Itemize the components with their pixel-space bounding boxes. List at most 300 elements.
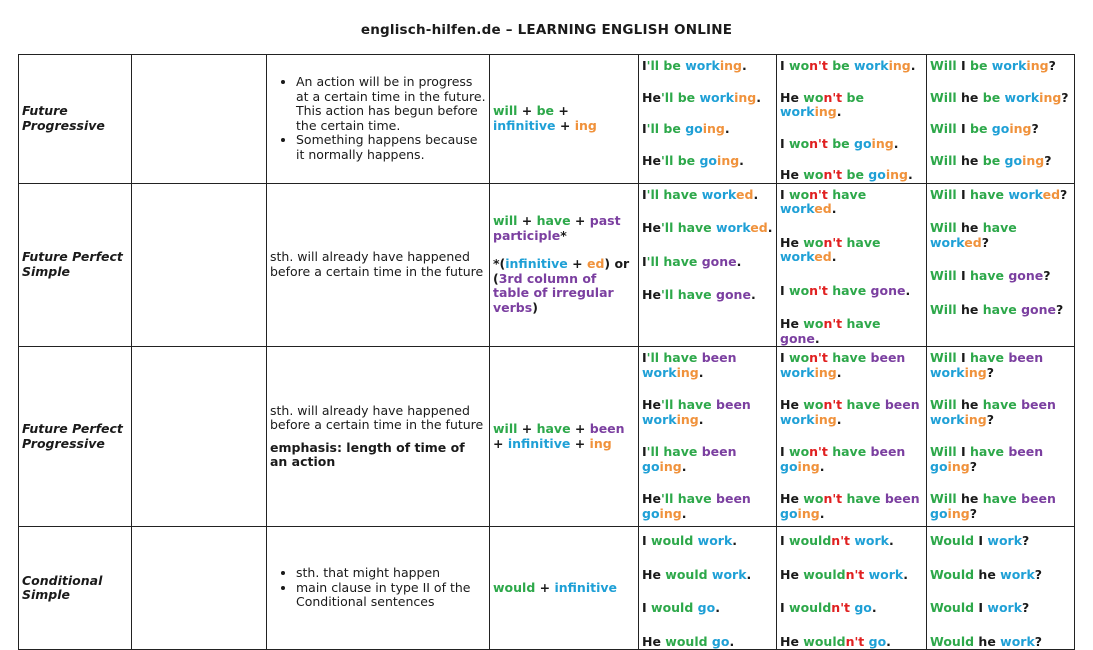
text-segment: I xyxy=(956,350,971,365)
text-segment: go xyxy=(991,121,1010,136)
text-segment: Will xyxy=(930,152,957,168)
text-segment: . xyxy=(756,89,761,105)
negative-examples xyxy=(777,527,927,650)
text-segment: n't xyxy=(823,316,843,331)
text-segment: been xyxy=(589,421,625,436)
text-segment: work xyxy=(716,220,751,235)
text-segment: I xyxy=(956,268,971,283)
text-segment: Will xyxy=(930,444,957,459)
text-segment: infinitive xyxy=(493,117,556,133)
text-segment: gone xyxy=(716,287,751,302)
text-segment: have xyxy=(982,301,1022,317)
text-segment: ? xyxy=(1022,533,1030,548)
text-segment: be xyxy=(842,89,864,105)
tense-table xyxy=(18,54,1075,650)
text-segment: 'll have xyxy=(660,287,717,302)
text-segment: He xyxy=(642,152,661,168)
text-segment: go xyxy=(642,505,660,521)
text-segment: have xyxy=(842,316,881,331)
text-segment: I xyxy=(956,444,971,459)
text-segment: been xyxy=(884,397,920,412)
text-segment: ing xyxy=(734,89,757,105)
text-segment: work xyxy=(1008,186,1043,202)
text-segment: . xyxy=(814,330,820,346)
text-segment: 'll be xyxy=(660,89,700,105)
text-segment: ing xyxy=(574,117,597,133)
text-segment: he xyxy=(956,89,983,105)
text-segment: he xyxy=(956,397,983,412)
example-sentence xyxy=(642,445,773,474)
text-segment: be xyxy=(982,152,1005,168)
text-segment: . xyxy=(767,220,773,235)
text-segment: ing xyxy=(1009,121,1032,136)
text-segment: wo xyxy=(789,282,810,298)
example-sentence xyxy=(780,534,923,549)
text-segment: n't xyxy=(823,167,843,182)
text-segment: I xyxy=(780,58,790,73)
usage-cell xyxy=(267,55,490,184)
text-segment: ? xyxy=(1055,301,1064,317)
text-segment: would xyxy=(665,633,712,649)
text-segment: ed xyxy=(586,256,605,272)
text-segment: I xyxy=(642,444,647,459)
text-segment: . xyxy=(753,186,759,202)
text-segment: wo xyxy=(803,234,824,250)
text-segment: been xyxy=(716,491,751,506)
text-segment: . xyxy=(732,533,738,548)
text-segment: he xyxy=(974,633,1001,649)
text-segment: work xyxy=(642,411,677,427)
text-segment: + xyxy=(567,256,587,272)
usage-item: • An action will be in progress at a certain time in the future. This action has begun before the certain time. xyxy=(296,75,486,133)
table-row xyxy=(19,347,1075,527)
text-segment: . xyxy=(736,253,742,269)
form-rule xyxy=(493,422,635,451)
example-sentence xyxy=(642,635,773,650)
text-segment: ing xyxy=(719,58,742,73)
text-segment: I xyxy=(780,533,790,548)
text-segment: . xyxy=(681,505,687,521)
example-sentence xyxy=(780,445,923,474)
text-segment: wo xyxy=(803,491,824,506)
text-segment: ed xyxy=(736,186,754,202)
text-segment: + xyxy=(570,435,590,451)
table-row xyxy=(19,527,1075,650)
question-examples xyxy=(927,55,1075,184)
negative-examples xyxy=(777,183,927,347)
text-segment: 'll have xyxy=(646,350,702,365)
text-segment: been xyxy=(1008,350,1044,365)
text-segment: + xyxy=(517,103,537,119)
text-segment: 3rd column of table of irregular verbs xyxy=(493,270,614,315)
text-segment: 'll be xyxy=(660,152,700,168)
text-segment: . xyxy=(741,58,747,73)
text-segment: work xyxy=(987,600,1023,615)
form-cell xyxy=(490,183,639,347)
text-segment: ing xyxy=(659,458,682,474)
text-segment: n't xyxy=(831,533,850,548)
text-segment: work xyxy=(854,58,889,73)
text-segment: wo xyxy=(789,186,810,202)
usage-text: sth. will already have happened before a certain time in the future xyxy=(270,402,484,432)
text-segment: ? xyxy=(1061,89,1069,105)
usage-cell xyxy=(267,183,490,347)
text-segment: n't xyxy=(845,566,865,582)
example-sentence xyxy=(780,601,923,616)
text-segment: go xyxy=(780,458,798,474)
text-segment: He xyxy=(780,397,804,412)
text-segment: n't xyxy=(809,444,828,459)
example-sentence xyxy=(930,601,1071,616)
blank-cell xyxy=(132,527,267,650)
text-segment: . xyxy=(903,566,908,582)
tense-name: Future Perfect Simple xyxy=(19,183,132,347)
text-segment: Will xyxy=(930,121,957,136)
text-segment: been xyxy=(701,444,737,459)
text-segment: go xyxy=(697,600,716,615)
text-segment: . xyxy=(750,287,756,302)
text-segment: he xyxy=(956,220,983,235)
form-cell xyxy=(490,527,639,650)
text-segment: work xyxy=(780,411,815,427)
text-segment: . xyxy=(905,282,911,298)
text-segment: have xyxy=(970,268,1009,283)
text-segment: ing xyxy=(947,505,970,521)
text-segment: have xyxy=(982,397,1022,412)
text-segment: I xyxy=(780,350,790,365)
text-segment: have xyxy=(842,491,885,506)
example-sentence xyxy=(780,188,923,217)
text-segment: He xyxy=(642,491,661,506)
text-segment: would xyxy=(651,533,698,548)
text-segment: He xyxy=(642,633,666,649)
example-sentence xyxy=(780,284,923,299)
example-sentence xyxy=(780,568,923,583)
text-segment: work xyxy=(930,364,965,380)
text-segment: I xyxy=(642,121,647,136)
form-rule xyxy=(493,257,635,315)
text-segment: infinitive xyxy=(554,579,617,595)
text-segment: work xyxy=(701,186,736,202)
text-segment: n't xyxy=(823,491,843,506)
example-sentence xyxy=(642,91,773,106)
example-sentence xyxy=(930,492,1071,521)
text-segment: 'll have xyxy=(646,186,702,202)
text-segment: + xyxy=(517,421,537,436)
text-segment: go xyxy=(780,505,798,521)
usage-cell xyxy=(267,527,490,650)
text-segment: ? xyxy=(1022,600,1030,615)
text-segment: 'll have xyxy=(646,444,702,459)
text-segment: . xyxy=(746,566,752,582)
example-sentence xyxy=(642,351,773,380)
text-segment: gone xyxy=(870,282,906,298)
text-segment: have xyxy=(827,186,867,202)
example-sentence xyxy=(642,221,773,236)
text-segment: work xyxy=(864,566,904,582)
text-segment: he xyxy=(956,491,983,506)
text-segment: work xyxy=(697,533,733,548)
text-segment: n't xyxy=(809,135,828,151)
text-segment: He xyxy=(642,566,666,582)
text-segment: wo xyxy=(789,350,810,365)
text-segment: gone xyxy=(780,330,815,346)
text-segment: ed xyxy=(750,220,768,235)
text-segment: have xyxy=(827,444,871,459)
text-segment: He xyxy=(780,89,804,105)
example-sentence xyxy=(642,188,773,203)
text-segment: 'll have xyxy=(646,253,702,269)
text-segment: . xyxy=(836,104,842,119)
text-segment: work xyxy=(711,566,747,582)
text-segment: work xyxy=(780,364,815,380)
example-sentence xyxy=(642,398,773,427)
text-segment: 'll have xyxy=(660,491,717,506)
example-sentence xyxy=(930,221,1071,250)
text-segment: ? xyxy=(1034,566,1043,582)
text-segment: have xyxy=(536,421,571,436)
example-sentence xyxy=(930,59,1071,74)
text-segment: ? xyxy=(981,234,989,250)
text-segment: I xyxy=(956,186,971,202)
text-segment: I xyxy=(956,121,971,136)
text-segment: . xyxy=(893,135,899,151)
text-segment: would xyxy=(789,533,832,548)
text-segment: he xyxy=(956,152,983,168)
text-segment: . xyxy=(871,600,877,615)
text-segment: . xyxy=(819,458,825,474)
text-segment: be xyxy=(970,121,992,136)
text-segment: n't xyxy=(823,234,843,250)
text-segment: wo xyxy=(789,444,810,459)
text-segment: ing xyxy=(947,458,970,474)
blank-cell xyxy=(132,183,267,347)
form-rule xyxy=(493,104,635,133)
negative-examples xyxy=(777,55,927,184)
text-segment: work xyxy=(699,89,735,105)
text-segment: ing xyxy=(814,364,837,380)
text-segment: n't xyxy=(845,633,865,649)
text-segment: be xyxy=(970,58,992,73)
example-sentence xyxy=(780,168,923,183)
text-segment: work xyxy=(1000,566,1035,582)
usage-cell xyxy=(267,347,490,527)
text-segment: ) or ( xyxy=(493,256,630,286)
text-segment: ing xyxy=(797,458,820,474)
text-segment: . xyxy=(910,58,916,73)
text-segment: + xyxy=(493,435,508,451)
text-segment: have xyxy=(970,350,1009,365)
text-segment: He xyxy=(780,633,804,649)
text-segment: ing xyxy=(814,411,837,427)
text-segment: ? xyxy=(986,364,995,380)
text-segment: have xyxy=(842,397,885,412)
text-segment: I xyxy=(642,350,647,365)
text-segment: He xyxy=(780,167,804,182)
text-segment: He xyxy=(780,566,804,582)
text-segment: been xyxy=(1008,444,1044,459)
form-rule xyxy=(493,581,635,596)
text-segment: Would xyxy=(930,566,975,582)
text-segment: be xyxy=(982,89,1005,105)
text-segment: . xyxy=(836,411,842,427)
text-segment: 'll have xyxy=(660,220,717,235)
text-segment: have xyxy=(827,350,871,365)
text-segment: ing xyxy=(888,58,911,73)
tense-name: Conditional Simple xyxy=(19,527,132,650)
text-segment: would xyxy=(803,566,846,582)
text-segment: ing xyxy=(1026,58,1049,73)
text-segment: ? xyxy=(1060,186,1068,202)
text-segment: wo xyxy=(803,167,824,182)
usage-text: sth. will already have happened before a certain time in the future xyxy=(270,249,484,279)
text-segment: Will xyxy=(930,58,957,73)
affirmative-examples xyxy=(639,527,777,650)
example-sentence xyxy=(642,255,773,270)
text-segment: go xyxy=(868,167,886,182)
text-segment: been xyxy=(870,444,906,459)
text-segment: have xyxy=(970,444,1009,459)
question-examples xyxy=(927,527,1075,650)
text-segment: Will xyxy=(930,397,957,412)
example-sentence xyxy=(642,59,773,74)
usage-item: • Something happens because it normally happens. xyxy=(296,133,486,162)
affirmative-examples xyxy=(639,347,777,527)
text-segment: . xyxy=(739,152,744,168)
example-sentence xyxy=(930,188,1071,203)
text-segment: ing xyxy=(717,152,740,168)
usage-list xyxy=(270,75,486,162)
text-segment: I xyxy=(974,533,988,548)
text-segment: ing xyxy=(1039,89,1062,105)
text-segment: go xyxy=(854,135,872,151)
text-segment: Will xyxy=(930,268,957,283)
text-segment: n't xyxy=(809,186,828,202)
text-segment: will xyxy=(493,213,518,229)
text-segment: Will xyxy=(930,220,957,235)
text-segment: ? xyxy=(1044,152,1052,168)
text-segment: Will xyxy=(930,491,957,506)
text-segment: ing xyxy=(964,411,987,427)
text-segment: He xyxy=(780,234,804,250)
text-segment: go xyxy=(930,458,948,474)
example-sentence xyxy=(642,492,773,521)
text-segment: * xyxy=(560,227,567,243)
question-examples xyxy=(927,183,1075,347)
example-sentence xyxy=(780,351,923,380)
text-segment: wo xyxy=(789,135,810,151)
text-segment: go xyxy=(850,600,872,615)
text-segment: go xyxy=(930,505,948,521)
text-segment: wo xyxy=(803,89,824,105)
text-segment: 'll be xyxy=(646,121,686,136)
text-segment: have xyxy=(827,282,871,298)
text-segment: have xyxy=(970,186,1009,202)
text-segment: ed xyxy=(814,201,832,216)
text-segment: past participle xyxy=(493,213,621,243)
text-segment: ed xyxy=(1042,186,1061,202)
text-segment: I xyxy=(642,533,652,548)
text-segment: I xyxy=(642,58,647,73)
text-segment: . xyxy=(836,364,842,380)
negative-examples xyxy=(777,347,927,527)
text-segment: go xyxy=(711,633,730,649)
text-segment: work xyxy=(850,533,889,548)
text-segment: work xyxy=(685,58,720,73)
text-segment: would xyxy=(493,579,536,595)
text-segment: ing xyxy=(885,167,908,182)
text-segment: gone xyxy=(1008,268,1044,283)
text-segment: would xyxy=(665,566,712,582)
example-sentence xyxy=(642,601,773,616)
text-segment: work xyxy=(642,364,677,380)
example-sentence xyxy=(642,568,773,583)
text-segment: n't xyxy=(809,282,828,298)
example-sentence xyxy=(930,351,1071,380)
text-segment: be xyxy=(842,167,869,182)
text-segment: work xyxy=(987,533,1023,548)
text-segment: Will xyxy=(930,186,957,202)
text-segment: + xyxy=(554,103,569,119)
text-segment: have xyxy=(842,234,881,250)
text-segment: ing xyxy=(676,364,699,380)
text-segment: have xyxy=(982,220,1017,235)
text-segment: . xyxy=(724,121,730,136)
text-segment: Will xyxy=(930,89,957,105)
text-segment: *( xyxy=(493,256,506,272)
text-segment: I xyxy=(642,600,652,615)
text-segment: ? xyxy=(969,458,977,474)
text-segment: go xyxy=(685,121,703,136)
usage-item: • main clause in type II of the Conditional sentences xyxy=(296,581,486,610)
text-segment: gone xyxy=(701,253,737,269)
text-segment: n't xyxy=(809,58,828,73)
text-segment: I xyxy=(956,58,971,73)
text-segment: been xyxy=(884,491,920,506)
text-segment: . xyxy=(886,633,891,649)
example-sentence xyxy=(780,492,923,521)
affirmative-examples xyxy=(639,55,777,184)
example-sentence xyxy=(780,635,923,650)
text-segment: Will xyxy=(930,350,957,365)
form-cell xyxy=(490,55,639,184)
text-segment: He xyxy=(642,89,661,105)
text-segment: will xyxy=(493,103,518,119)
text-segment: He xyxy=(780,491,804,506)
text-segment: Would xyxy=(930,600,975,615)
tense-name: Future Perfect Progressive xyxy=(19,347,132,527)
text-segment: wo xyxy=(803,316,824,331)
text-segment: 'll have xyxy=(660,397,717,412)
text-segment: gone xyxy=(1021,301,1056,317)
text-segment: n't xyxy=(809,350,828,365)
usage-list xyxy=(270,566,486,610)
example-sentence xyxy=(642,534,773,549)
text-segment: work xyxy=(991,58,1027,73)
text-segment: I xyxy=(780,444,790,459)
text-segment: He xyxy=(642,220,661,235)
text-segment: been xyxy=(1021,491,1056,506)
text-segment: ed xyxy=(814,249,832,264)
tense-name: Future Progressive xyxy=(19,55,132,184)
blank-cell xyxy=(132,347,267,527)
text-segment: + xyxy=(535,579,555,595)
text-segment: work xyxy=(780,201,815,216)
text-segment: I xyxy=(642,186,647,202)
page-title: englisch-hilfen.de – LEARNING ENGLISH ONLINE xyxy=(360,22,733,38)
text-segment: n't xyxy=(823,89,843,105)
text-segment: infinitive xyxy=(505,256,568,272)
